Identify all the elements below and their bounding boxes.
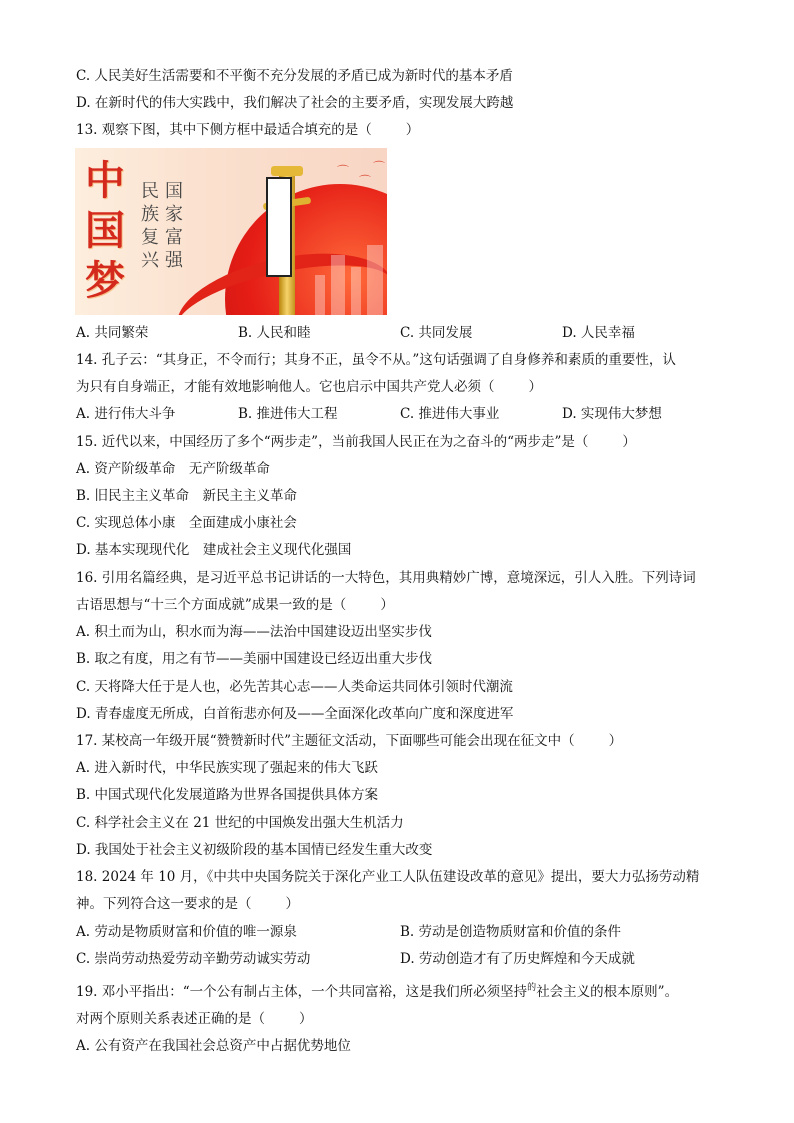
question-19-stem-2: 对两个原则关系表述正确的是（ [76,1011,265,1027]
question-13-stem: 13. 观察下图，其中下侧方框中最适合填充的是（ [76,122,372,138]
option-b: B. 劳动是创造物质财富和价值的条件 [400,924,622,940]
poster-char: 强 [165,250,183,271]
option-d: D. 人民幸福 [562,325,635,341]
option-a: A. 共同繁荣 [76,325,149,341]
question-19-line-2 [76,1009,313,1029]
question-17-option-b: B. 中国式现代化发展道路为世界各国提供具体方案 [76,787,379,803]
question-18-line-2 [76,894,299,914]
question-16-close: ） [380,597,394,613]
question-19-close: ） [299,1011,313,1027]
option-a: A. 劳动是物质财富和价值的唯一源泉 [76,924,297,940]
question-17 [76,731,622,751]
dove-icon: ⌒ [337,164,350,178]
superscript-mark: 的 [527,983,537,993]
option-a: A. 进行伟大斗争 [76,406,176,422]
question-15-option-b: B. 旧民主主义革命 新民主主义革命 [76,488,298,504]
chinese-dream-poster [75,148,387,315]
question-18-line-1: 18. 2024 年 10 月，《中共中央国务院关于深化产业工人队伍建设改革的意见》提出，要大力弘扬劳动精 [76,869,700,885]
question-16-line-2 [76,595,394,615]
question-16-option-d: D. 青春虚度无所成，白首衔悲亦何及——全面深化改革向广度和深度进军 [76,706,514,722]
dove-icon: ⌒ [373,160,386,174]
question-13 [76,120,419,140]
poster-dream-title [83,156,127,306]
poster-dream-char: 国 [85,208,125,254]
option-d: D. 实现伟大梦想 [562,406,662,422]
option-b: B. 人民和睦 [238,325,311,341]
line-option-d-prev: D. 在新时代的伟大实践中，我们解决了社会的主要矛盾，实现发展大跨越 [76,95,514,111]
poster-char: 国 [165,181,183,202]
building-silhouette [315,275,325,315]
question-15-option-d: D. 基本实现现代化 建成社会主义现代化强国 [76,542,352,558]
question-16-stem: 古语思想与“十三个方面成就”成果一致的是（ [76,597,347,613]
question-17-close: ） [608,733,623,749]
question-16-option-b: B. 取之有度，用之有节——美丽中国建设已经迈出重大步伐 [76,651,433,667]
question-19-line-1 [76,982,678,1004]
question-18-stem: 神。下列符合这一要求的是（ [76,896,252,912]
question-14-line-1: 14. 孔子云：“其身正，不令而行；其身不正，虽令不从。”这句话强调了自身修养和素质的重要性，认 [76,352,676,368]
option-d: D. 劳动创造才有了历史辉煌和今天成就 [400,951,635,967]
question-18-close: ） [285,896,299,912]
poster-char: 兴 [141,250,159,271]
question-15 [76,432,636,452]
poster-dream-char: 梦 [85,258,125,304]
building-silhouette [351,267,361,315]
question-15-stem: 15. 近代以来，中国经历了多个“两步走”，当前我国人民正在为之奋斗的“两步走”是（ [76,434,589,450]
question-15-option-c: C. 实现总体小康 全面建成小康社会 [76,515,297,531]
dove-icon: ⌒ [359,174,372,188]
question-19-option-a: A. 公有资产在我国社会总资产中占据优势地位 [76,1038,351,1054]
question-14-stem: 为只有自身端正，才能有效地影响他人。它也启示中国共产党人必须（ [76,379,495,395]
poster-char: 族 [141,204,159,225]
question-14-line-2 [76,377,542,397]
option-c: C. 崇尚劳动热爱劳动辛勤劳动诚实劳动 [76,951,311,967]
poster-char: 富 [165,227,183,248]
option-b: B. 推进伟大工程 [238,406,338,422]
poster-char: 民 [141,181,159,202]
poster-column-2 [165,180,187,272]
question-16-option-c: C. 天将降大任于是人也，必先苦其心志——人类命运共同体引领时代潮流 [76,679,513,695]
line-option-c-prev: C. 人民美好生活需要和不平衡不充分发展的矛盾已成为新时代的基本矛盾 [76,68,513,84]
question-17-option-d: D. 我国处于社会主义初级阶段的基本国情已经发生重大改变 [76,842,433,858]
question-17-stem: 17. 某校高一年级开展“赞赞新时代”主题征文活动，下面哪些可能会出现在征文中（ [76,733,575,749]
poster-char: 复 [141,227,159,248]
question-16-line-1: 16. 引用名篇经典，是习近平总书记讲话的一大特色，其用典精妙广博，意境深远，引人入胜。下列诗词 [76,570,696,586]
question-13-close: ） [405,122,420,138]
option-c: C. 推进伟大事业 [400,406,500,422]
question-19-stem-end: 社会主义的根本原则”。 [536,984,679,1000]
building-silhouette [367,245,383,315]
question-17-option-c: C. 科学社会主义在 21 世纪的中国焕发出强大生机活力 [76,815,404,831]
poster-column-1 [141,180,163,272]
option-c: C. 共同发展 [400,325,473,341]
huabiao-top [271,166,303,176]
question-17-option-a: A. 进入新时代，中华民族实现了强起来的伟大飞跃 [76,760,378,776]
question-19-stem: 19. 邓小平指出：“一个公有制占主体，一个共同富裕，这是我们所必须坚持 [76,984,528,1000]
question-16-option-a: A. 积土而为山，积水而为海——法治中国建设迈出坚实步伐 [76,624,432,640]
building-silhouette [331,255,345,315]
poster-char: 家 [165,204,183,225]
question-15-option-a: A. 资产阶级革命 无产阶级革命 [76,461,270,477]
poster-dream-char: 中 [85,158,125,204]
poster-blank-box [266,177,292,277]
question-14-close: ） [528,379,542,395]
question-15-close: ） [622,434,636,450]
